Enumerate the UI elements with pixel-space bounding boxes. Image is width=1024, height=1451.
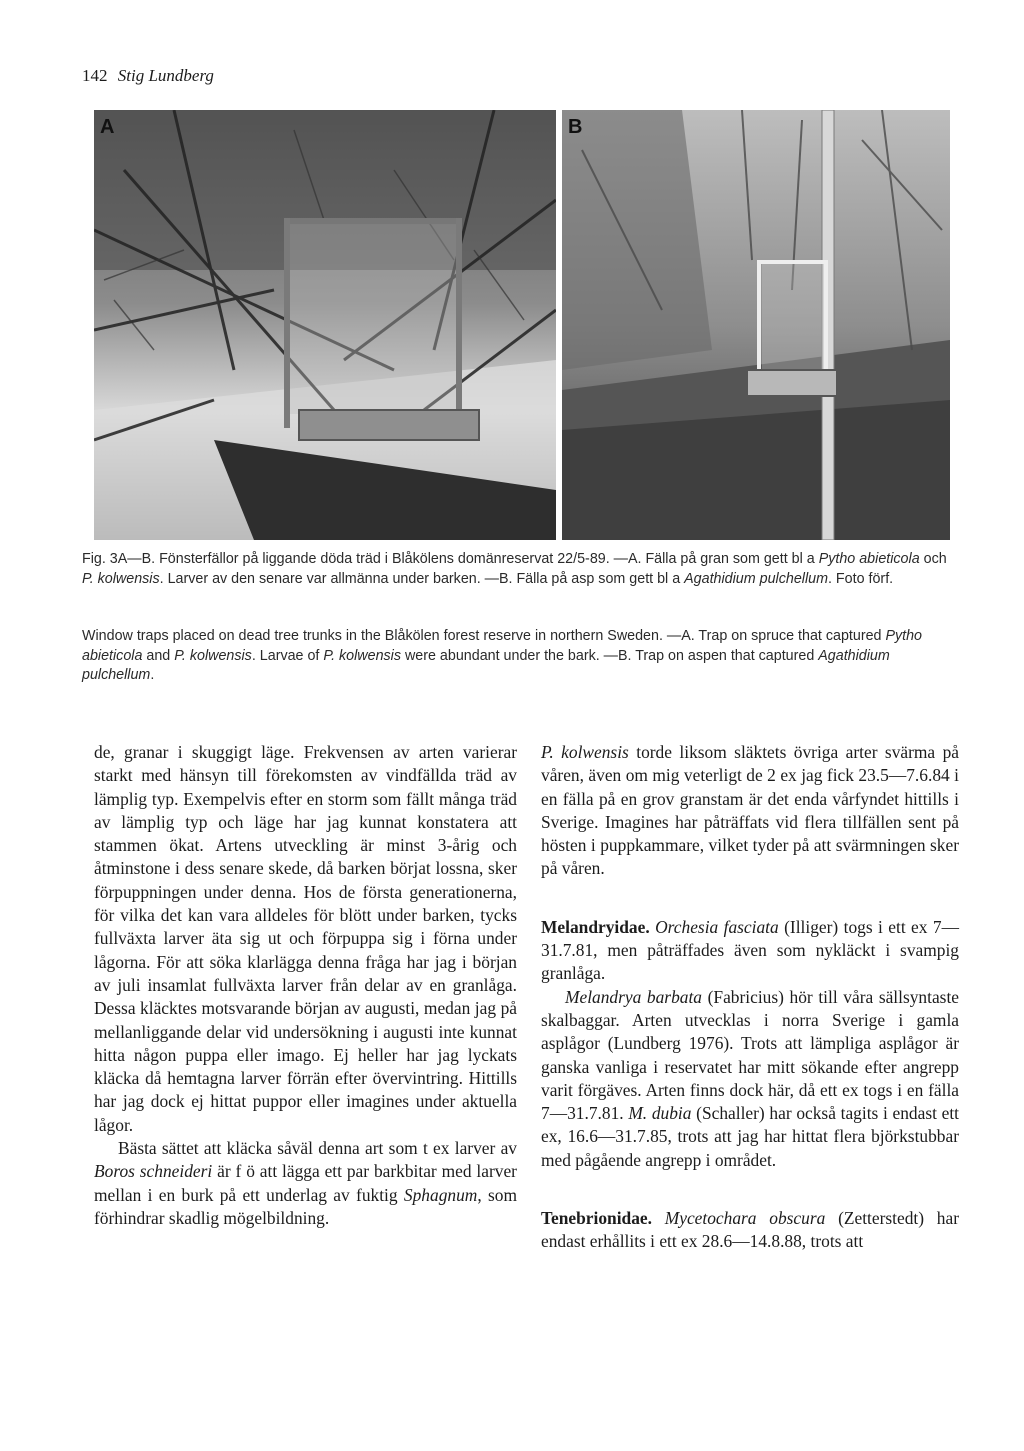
caption-sv-text: och <box>919 551 947 567</box>
body-column-right <box>541 741 959 1254</box>
paragraph <box>541 986 959 1172</box>
paragraph: de, granar i skuggigt läge. Frekvensen av arten varierar starkt med hänsyn till förekomsten av vindfällda träd av lämplig typ. Exempelvis efter en storm som fällt många träd av lämplig typ och läge har jag kunnat konstatera att stammen ökat. Artens utveckling är minst 3-årig och åtminstone i dess senare skede, då barken börjat lossna, sker förpuppningen under denna. Hos de första generationerna, för vilka det kan vara alldeles för blött under barken, tycks fullväxta larver äta sig ut och förpuppa sig i förna under lågorna. För att söka klarlägga denna fråga har jag i början av juli insamlat fullväxta larver från delar av en granlåga. Dessa kläcktes motsvarande början av augusti, medan jag på mellanliggande delar vid undersökning i augusti inte kunnat hitta någon puppa eller imago. Ej heller har jag lyckats kläcka då hemtagna larver förrän efter övervintring. Hittills har jag dock ej hittat puppor eller imagines under aktuella lågor. <box>94 742 517 1135</box>
caption-en-text: were abundant under the bark. —B. Trap on aspen that captured <box>401 647 819 664</box>
caption-en-text: Window traps placed on dead tree trunks in the Blåkölen forest reserve in northern Sweden. —A. Trap on spruce that captured <box>82 628 886 644</box>
paragraph <box>541 741 959 881</box>
caption-en-species: Pytho abieticola <box>82 628 923 664</box>
species-name: Orchesia fasciata <box>655 916 779 937</box>
caption-sv-text: Fig. 3A—B. Fönsterfällor på liggande döda träd i Blåkölens domänreservat 22/5-89. —A. Fälla på gran som gett bl a <box>82 551 819 567</box>
caption-en-species: P. kolwensis <box>174 647 252 664</box>
caption-en-text: and <box>142 647 175 664</box>
family-heading: Melandryidae. <box>541 916 650 937</box>
panel-label-b: B <box>568 116 583 138</box>
paragraph-text: (Schaller) har också tagits i endast ett ex, 16.6—31.7.85, trots att jag har hittat flera björkstubbar med pågående angrepp i området. <box>541 1103 960 1170</box>
caption-sv-species: Pytho abieticola <box>818 551 920 567</box>
species-name: Melandrya barbata <box>565 986 702 1007</box>
page-number: 142 <box>82 66 108 85</box>
species-name: Boros schneideri <box>94 1161 213 1182</box>
caption-en-species: P. kolwensis <box>323 647 401 664</box>
photo-a-window-trap-spruce <box>94 110 556 540</box>
paragraph-text: Bästa sättet att kläcka såväl denna art som t ex larver av <box>118 1138 517 1159</box>
figure-photo-a <box>94 110 556 540</box>
caption-sv-species: P. kolwensis <box>82 570 160 587</box>
family-heading: Tenebrionidae. <box>541 1208 652 1229</box>
paragraph-text: torde liksom släktets övriga arter svärma på våren, även om mig veterligt de 2 ex jag fick 23.5—7.6.84 i en fälla på en grov granstam är det enda vårfyndet hittills i Sverige. Imagines har påträffats vid flera tillfällen sent på hösten i puppkammare, vilket tyder på att svärmningen sker på våren. <box>541 742 960 879</box>
caption-sv-species: Agathidium pulchellum <box>684 570 828 587</box>
caption-en-text: . Larvae of <box>251 647 324 664</box>
running-header <box>82 66 214 86</box>
body-column-left <box>94 741 517 1230</box>
figure-photo-b <box>562 110 950 540</box>
figure-caption-english <box>82 627 962 686</box>
running-author: Stig Lundberg <box>117 66 214 85</box>
panel-label-a: A <box>100 116 115 138</box>
paragraph-text: , som förhindrar skadlig mögelbildning. <box>94 1184 517 1228</box>
figure-caption-swedish <box>82 550 962 589</box>
paragraph-text: (Fabricius) hör till våra sällsyntaste skalbaggar. Arten utvecklas i norra Sverige i gamla asplågor (Lundberg 1976). Trots att lämpliga asplågor är ganska vanliga i reservatet har mitt sökande efter angrepp varit förgäves. Arten finns dock här, då ett ex togs i en fälla 7—31.7.81. <box>541 986 959 1124</box>
paragraph <box>94 1137 517 1230</box>
species-name: Sphagnum <box>403 1184 478 1205</box>
paragraph <box>541 1207 959 1254</box>
photo-b-window-trap-aspen <box>562 110 950 540</box>
caption-sv-text: . Larver av den senare var allmänna under barken. —B. Fälla på asp som gett bl a <box>159 570 685 587</box>
section-gap <box>541 1172 959 1207</box>
species-name: M. dubia <box>628 1103 692 1124</box>
caption-sv-text: . Foto förf. <box>827 570 894 587</box>
paragraph <box>541 916 959 986</box>
species-name: Mycetochara obscura <box>664 1208 826 1229</box>
species-name: P. kolwensis <box>541 742 629 762</box>
section-gap <box>541 881 959 916</box>
caption-en-species: Agathidium pulchellum <box>82 647 890 683</box>
paragraph-text: (Illiger) togs i ett ex 7—31.7.81, men påträffades även som nykläckt i svampig granlåga. <box>541 916 959 984</box>
paragraph-text: är f ö att lägga ett par barkbitar med larver mellan i en burk på ett underlag av fuktig <box>94 1161 517 1205</box>
caption-en-text: . <box>150 667 155 683</box>
paragraph-text: (Zetterstedt) har endast erhållits i ett ex 28.6—14.8.88, trots att <box>541 1208 959 1252</box>
